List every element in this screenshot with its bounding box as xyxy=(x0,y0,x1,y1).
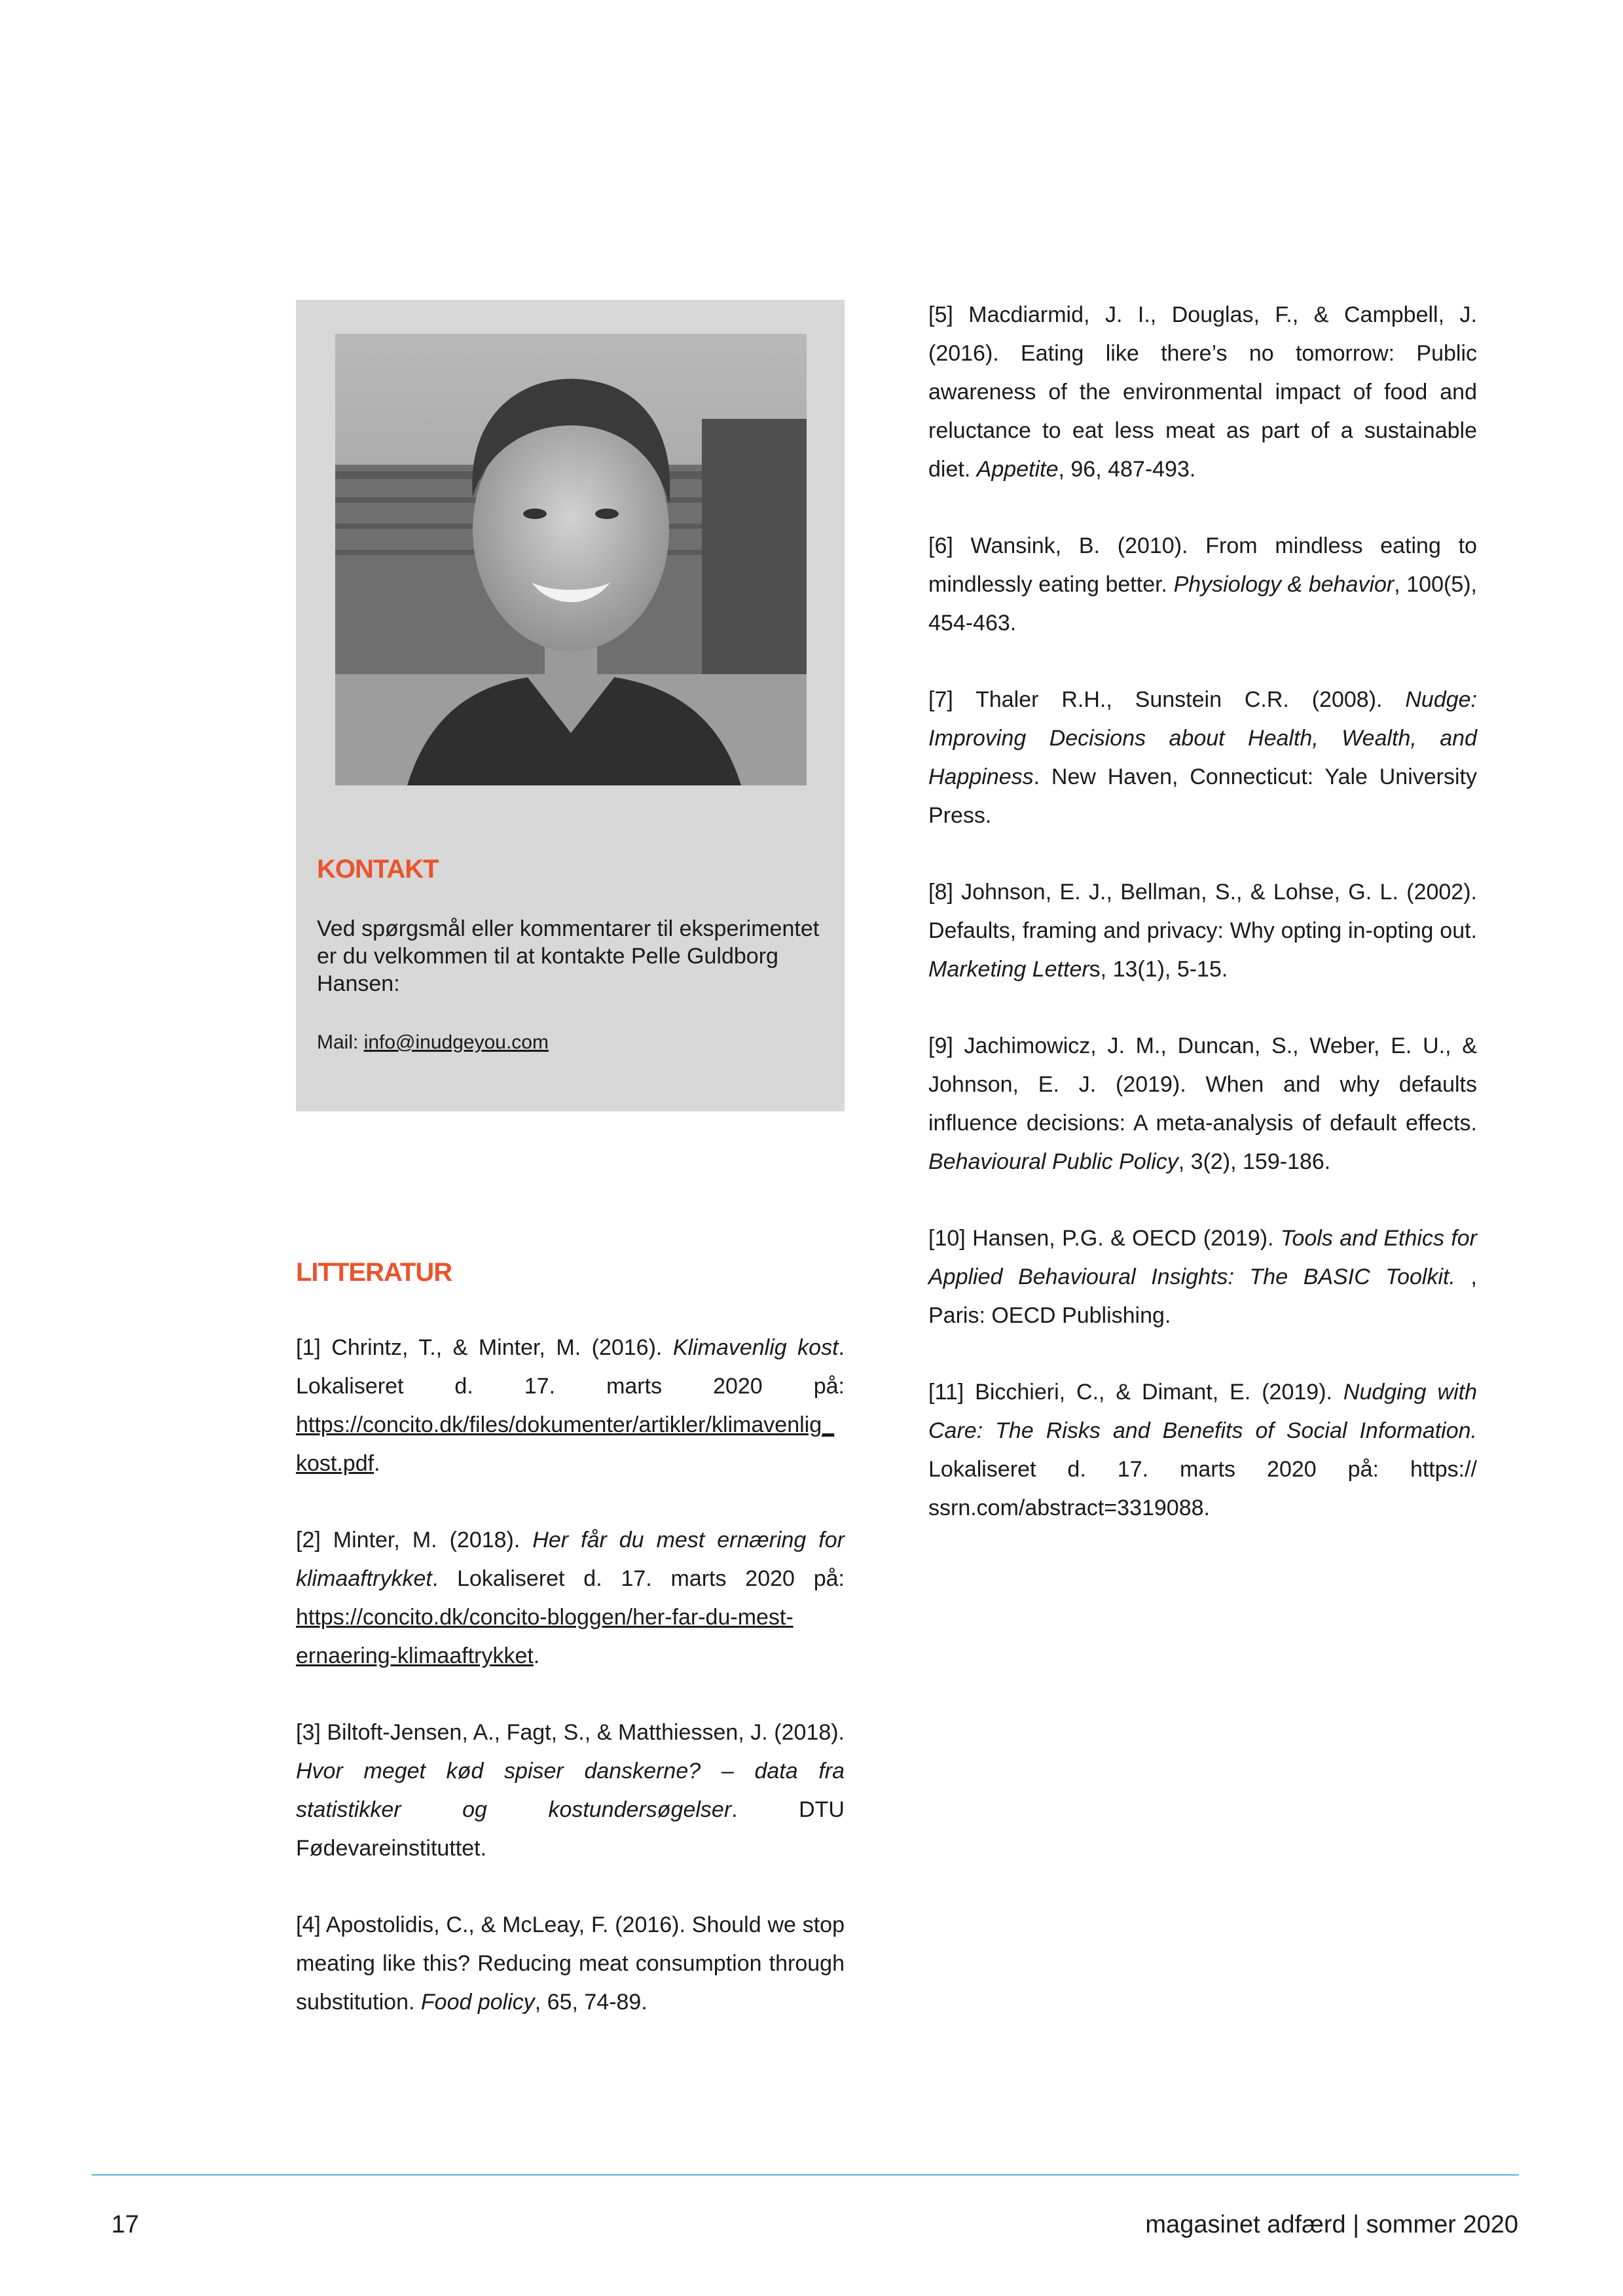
reference-link[interactable]: https://concito.dk/concito-bloggen/her-far-du-mest-ernaering-klimaaftrykket xyxy=(296,1605,793,1668)
mail-link[interactable]: info@inudgeyou.com xyxy=(363,1031,549,1053)
literature-heading: LITTERATUR xyxy=(296,1258,452,1287)
contact-mail xyxy=(317,1031,549,1054)
reference-item: [5] Macdiarmid, J. I., Douglas, F., & Campbell, J. (2016). Eating like there’s no tomorrow: Public awareness of the environmental impact of food and reluctance to eat less meat as part of a sustainable diet. Appetite, 96, 487-493. xyxy=(928,302,1477,482)
portrait-image xyxy=(335,334,807,785)
reference-item: [3] Biltoft-Jensen, A., Fagt, S., & Matthiessen, J. (2018). Hvor meget kød spiser danskerne? – data fra statistikker og kostundersøgelser. DTU Fødevareinstituttet. xyxy=(296,1720,845,1861)
reference-link[interactable]: https://concito.dk/files/dokumenter/artikler/klimavenlig_kost.pdf xyxy=(296,1412,835,1476)
footer-divider xyxy=(92,2174,1519,2176)
references-left-column xyxy=(296,1329,845,2060)
reference-item: [1] Chrintz, T., & Minter, M. (2016). Klimavenlig kost. Lokaliseret d. 17. marts 2020 på: https://concito.dk/files/dokumenter/artikler/klimavenlig_kost.pdf. xyxy=(296,1335,845,1476)
contact-heading: KONTAKT xyxy=(317,855,439,884)
page-number: 17 xyxy=(111,2211,139,2238)
magazine-title: magasinet adfærd | sommer 2020 xyxy=(1145,2211,1518,2238)
reference-item: [10] Hansen, P.G. & OECD (2019). Tools and Ethics for Applied Behavioural Insights: The BASIC Toolkit. , Paris: OECD Publishing. xyxy=(928,1226,1477,1328)
reference-item: [8] Johnson, E. J., Bellman, S., & Lohse, G. L. (2002). Defaults, framing and privacy: Why opting in-opting out. Marketing Letters, 13(1), 5-15. xyxy=(928,880,1477,982)
reference-item: [6] Wansink, B. (2010). From mindless eating to mindlessly eating better. Physiology & behavior, 100(5), 454-463. xyxy=(928,533,1477,636)
mail-label: Mail: xyxy=(317,1031,364,1053)
references-right-column xyxy=(928,296,1477,1566)
contact-box xyxy=(296,300,845,1111)
reference-item: [9] Jachimowicz, J. M., Duncan, S., Weber, E. U., & Johnson, E. J. (2019). When and why defaults influence decisions: A meta-analysis of default effects. Behavioural Public Policy, 3(2), 159-186. xyxy=(928,1033,1477,1174)
reference-item: [11] Bicchieri, C., & Dimant, E. (2019). Nudging with Care: The Risks and Benefits of Social Information. Lokaliseret d. 17. marts 2020 på: https:// ssrn.com/abstract=3319088. xyxy=(928,1380,1477,1520)
reference-item: [4] Apostolidis, C., & McLeay, F. (2016). Should we stop meating like this? Reducing meat consumption through substitution. Food policy, 65, 74-89. xyxy=(296,1912,845,2015)
reference-item: [2] Minter, M. (2018). Her får du mest ernæring for klimaaftrykket. Lokaliseret d. 17. marts 2020 på: https://concito.dk/concito-bloggen/her-far-du-mest-ernaering-klimaaftrykket. xyxy=(296,1528,845,1668)
portrait-photo xyxy=(335,334,807,785)
contact-text: Ved spørgsmål eller kommentarer til eksperimentet er du velkommen til at kontakte Pelle Guldborg Hansen: xyxy=(317,916,820,996)
reference-item: [7] Thaler R.H., Sunstein C.R. (2008). Nudge: Improving Decisions about Health, Wealth, and Happiness. New Haven, Connecticut: Yale University Press. xyxy=(928,687,1477,828)
